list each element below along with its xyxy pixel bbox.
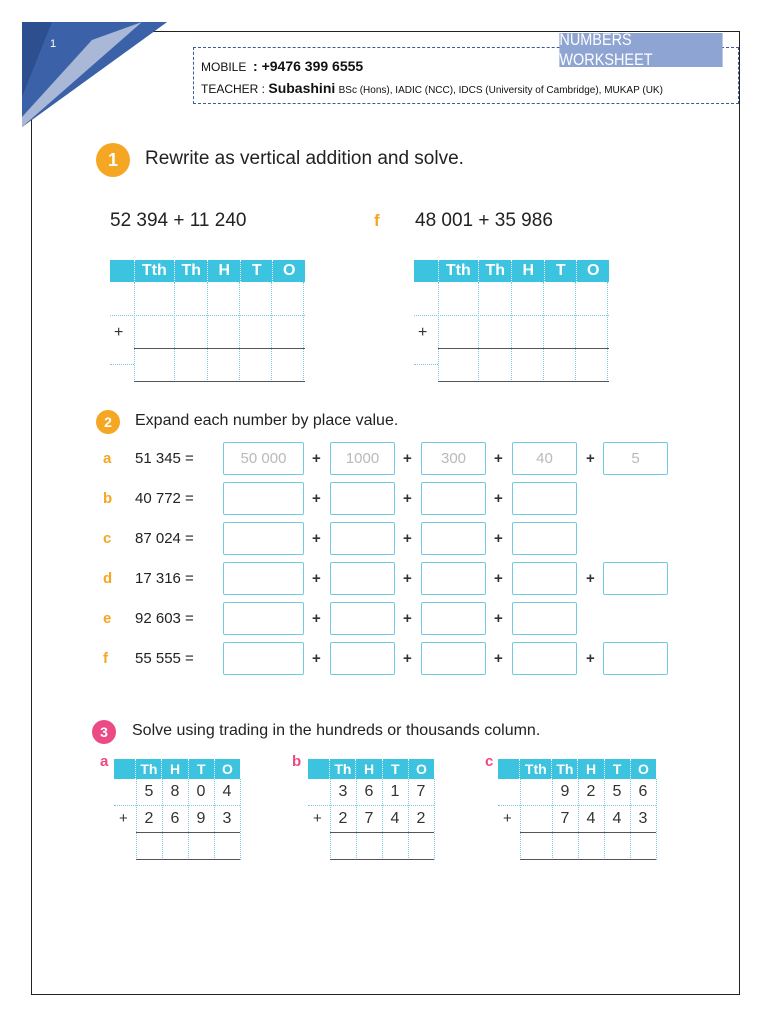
plus-sign: +: [403, 650, 412, 667]
expand-answer-box[interactable]: [512, 562, 577, 595]
q1-column-header: Th: [478, 260, 511, 282]
q3-top-digit: 6: [364, 783, 374, 800]
q1-plus-sign: +: [114, 324, 124, 341]
plus-sign: +: [586, 570, 595, 587]
plus-sign: +: [312, 450, 321, 467]
q3-grid-header: [114, 759, 240, 779]
q3-bottom-digit: 3: [222, 810, 232, 827]
q3-top-digit: 3: [338, 783, 348, 800]
q1-grid-column-line: [207, 282, 208, 382]
plus-sign: +: [312, 650, 321, 667]
q3-bottom-digit: 7: [560, 810, 570, 827]
q3-column-header: Th: [329, 759, 355, 779]
q1-plus-sign: +: [418, 324, 428, 341]
q3-grid-row-line: [498, 805, 656, 806]
page-number: 1: [50, 38, 57, 50]
q3-column-header: O: [408, 759, 434, 779]
q1-column-header: Tth: [438, 260, 478, 282]
q1-grid-total-line: [438, 381, 609, 382]
q3-top-digit: 1: [390, 783, 400, 800]
q3-grid-sum-line: [330, 832, 434, 833]
q3-problem-letter: b: [292, 753, 302, 770]
q3-grid-sum-line: [136, 832, 240, 833]
expand-answer-box[interactable]: 1000: [330, 442, 395, 475]
q3-grid-header: [498, 759, 656, 779]
q3-top-digit: 6: [638, 783, 648, 800]
mobile-value: : +9476 399 6555: [253, 58, 364, 74]
q3-grid-total-line: [136, 859, 240, 860]
q3-grid-column-line: [656, 779, 657, 860]
q3-column-header: Th: [135, 759, 161, 779]
problem-1-expression: 52 394 + 11 240: [110, 210, 247, 231]
question-1-badge: 1: [96, 143, 130, 177]
q3-plus-sign: +: [313, 810, 322, 827]
expand-answer-box[interactable]: [421, 522, 486, 555]
q3-top-digit: 2: [586, 783, 596, 800]
q3-column-header: T: [382, 759, 408, 779]
expand-answer-box[interactable]: [512, 602, 577, 635]
q3-bottom-digit: 2: [338, 810, 348, 827]
q3-column-header: T: [188, 759, 214, 779]
q3-grid-c: [498, 759, 656, 779]
q1-column-header: Th: [174, 260, 207, 282]
q3-column-header: T: [604, 759, 630, 779]
plus-sign: +: [403, 450, 412, 467]
q3-column-header: O: [214, 759, 240, 779]
row-letter-c: c: [103, 530, 112, 547]
q3-grid-a: [114, 759, 240, 779]
q1-column-header: T: [240, 260, 273, 282]
q1-grid-sum-line: [438, 348, 609, 349]
question-3-title: Solve using trading in the hundreds or thousands column.: [132, 722, 541, 739]
expand-answer-box[interactable]: [223, 562, 304, 595]
q1-grid-column-line: [575, 282, 576, 382]
plus-sign: +: [494, 490, 503, 507]
expand-answer-box[interactable]: [330, 642, 395, 675]
row-number: 51 345 =: [135, 450, 194, 467]
mobile-label: MOBILE: [201, 60, 247, 74]
q1-grid-column-line: [271, 282, 272, 382]
q3-grid-row-line: [308, 805, 434, 806]
q3-column-header: H: [161, 759, 187, 779]
q1-grid-0: [110, 260, 305, 282]
row-letter-f: f: [103, 650, 108, 667]
plus-sign: +: [403, 490, 412, 507]
expand-answer-box[interactable]: [603, 562, 668, 595]
q1-grid-row-line: [414, 364, 438, 365]
q3-top-digit: 9: [560, 783, 570, 800]
expand-answer-box[interactable]: [603, 642, 668, 675]
q3-grid-column-line: [434, 779, 435, 860]
expand-answer-box[interactable]: [421, 642, 486, 675]
q1-grid-header-blank: [110, 260, 134, 282]
q3-top-digit: 0: [196, 783, 206, 800]
expand-answer-box[interactable]: [512, 642, 577, 675]
q1-column-header: Tth: [134, 260, 174, 282]
q3-column-header: Th: [551, 759, 577, 779]
q1-column-header: O: [576, 260, 609, 282]
q3-grid-header-blank: [308, 759, 329, 779]
question-1-title: Rewrite as vertical addition and solve.: [145, 148, 464, 169]
q1-grid-row-line: [414, 315, 609, 316]
q3-top-digit: 7: [416, 783, 426, 800]
plus-sign: +: [586, 650, 595, 667]
problem-f-letter: f: [374, 211, 380, 230]
row-number: 92 603 =: [135, 610, 194, 627]
expand-answer-box[interactable]: [223, 642, 304, 675]
plus-sign: +: [312, 490, 321, 507]
q1-grid-row-line: [110, 315, 305, 316]
q3-column-header: Tth: [519, 759, 551, 779]
teacher-line: [201, 80, 663, 96]
row-letter-a: a: [103, 450, 112, 467]
q3-plus-sign: +: [119, 810, 128, 827]
q1-grid-header: [110, 260, 305, 282]
q1-grid-column-line: [303, 282, 304, 382]
expand-answer-box[interactable]: [223, 482, 304, 515]
row-letter-e: e: [103, 610, 112, 627]
plus-sign: +: [494, 530, 503, 547]
plus-sign: +: [403, 530, 412, 547]
row-number: 55 555 =: [135, 650, 194, 667]
q3-bottom-digit: 4: [586, 810, 596, 827]
q3-bottom-digit: 2: [144, 810, 154, 827]
question-2-title: Expand each number by place value.: [135, 412, 399, 429]
question-3-badge: 3: [92, 720, 116, 744]
q1-column-header: H: [207, 260, 240, 282]
q3-top-digit: 4: [222, 783, 232, 800]
q1-column-header: T: [544, 260, 577, 282]
q3-top-digit: 5: [144, 783, 154, 800]
q1-grid-header: [414, 260, 609, 282]
plus-sign: +: [312, 530, 321, 547]
teacher-label: TEACHER :: [201, 82, 266, 96]
plus-sign: +: [312, 570, 321, 587]
row-letter-b: b: [103, 490, 113, 507]
q1-grid-column-line: [239, 282, 240, 382]
q3-plus-sign: +: [503, 810, 512, 827]
q1-grid-header-blank: [414, 260, 438, 282]
q1-grid-sum-line: [134, 348, 305, 349]
q3-column-header: H: [577, 759, 603, 779]
q3-problem-letter: a: [100, 753, 109, 770]
q3-grid-total-line: [330, 859, 434, 860]
plus-sign: +: [403, 570, 412, 587]
expand-answer-box[interactable]: [512, 482, 577, 515]
expand-answer-box[interactable]: [223, 602, 304, 635]
teacher-name: Subashini: [268, 80, 336, 96]
q1-grid-column-line: [478, 282, 479, 382]
q3-top-digit: 8: [170, 783, 180, 800]
q3-grid-column-line: [240, 779, 241, 860]
q1-grid-row-line: [110, 364, 134, 365]
q1-grid-column-line: [438, 282, 439, 382]
plus-sign: +: [403, 610, 412, 627]
q1-grid-column-line: [174, 282, 175, 382]
q3-top-digit: 5: [612, 783, 622, 800]
q3-grid-header-blank: [114, 759, 135, 779]
q3-grid-header: [308, 759, 434, 779]
plus-sign: +: [312, 610, 321, 627]
question-2-badge: 2: [96, 410, 120, 434]
q1-column-header: H: [511, 260, 544, 282]
q3-bottom-digit: 9: [196, 810, 206, 827]
q1-grid-column-line: [543, 282, 544, 382]
expand-answer-box[interactable]: [330, 602, 395, 635]
expand-answer-box[interactable]: 300: [421, 442, 486, 475]
expand-answer-box[interactable]: 5: [603, 442, 668, 475]
q3-grid-sum-line: [520, 832, 656, 833]
q3-grid-header-blank: [498, 759, 519, 779]
plus-sign: +: [494, 450, 503, 467]
corner-decoration: [22, 22, 172, 132]
expand-answer-box[interactable]: [223, 522, 304, 555]
q1-column-header: O: [272, 260, 305, 282]
expand-answer-box[interactable]: [512, 522, 577, 555]
q3-bottom-digit: 4: [612, 810, 622, 827]
q3-grid-row-line: [114, 805, 240, 806]
worksheet-title: NUMBERS WORKSHEET: [559, 33, 722, 67]
expand-answer-box[interactable]: [421, 562, 486, 595]
problem-f-expression: 48 001 + 35 986: [415, 210, 553, 231]
expand-answer-box[interactable]: [421, 602, 486, 635]
teacher-credentials: BSc (Hons), IADIC (NCC), IDCS (University of Cambridge), MUKAP (UK): [338, 85, 663, 96]
expand-answer-box[interactable]: 50 000: [223, 442, 304, 475]
mobile-line: [201, 58, 363, 74]
q3-bottom-digit: 6: [170, 810, 180, 827]
plus-sign: +: [494, 610, 503, 627]
row-letter-d: d: [103, 570, 113, 587]
q3-bottom-digit: 4: [390, 810, 400, 827]
q3-grid-total-line: [520, 859, 656, 860]
q1-grid-column-line: [607, 282, 608, 382]
plus-sign: +: [586, 450, 595, 467]
expand-answer-box[interactable]: 40: [512, 442, 577, 475]
expand-answer-box[interactable]: [330, 562, 395, 595]
q1-grid-total-line: [134, 381, 305, 382]
q3-bottom-digit: 7: [364, 810, 374, 827]
row-number: 87 024 =: [135, 530, 194, 547]
q3-column-header: H: [355, 759, 381, 779]
plus-sign: +: [494, 650, 503, 667]
q3-problem-letter: c: [485, 753, 494, 770]
expand-answer-box[interactable]: [330, 522, 395, 555]
q1-grid-1: [414, 260, 609, 282]
row-number: 40 772 =: [135, 490, 194, 507]
q3-grid-b: [308, 759, 434, 779]
plus-sign: +: [494, 570, 503, 587]
q3-grid-column-line: [520, 779, 521, 860]
q3-column-header: O: [630, 759, 656, 779]
row-number: 17 316 =: [135, 570, 194, 587]
expand-answer-box[interactable]: [330, 482, 395, 515]
q3-bottom-digit: 3: [638, 810, 648, 827]
q1-grid-column-line: [511, 282, 512, 382]
q3-bottom-digit: 2: [416, 810, 426, 827]
q1-grid-column-line: [134, 282, 135, 382]
expand-answer-box[interactable]: [421, 482, 486, 515]
